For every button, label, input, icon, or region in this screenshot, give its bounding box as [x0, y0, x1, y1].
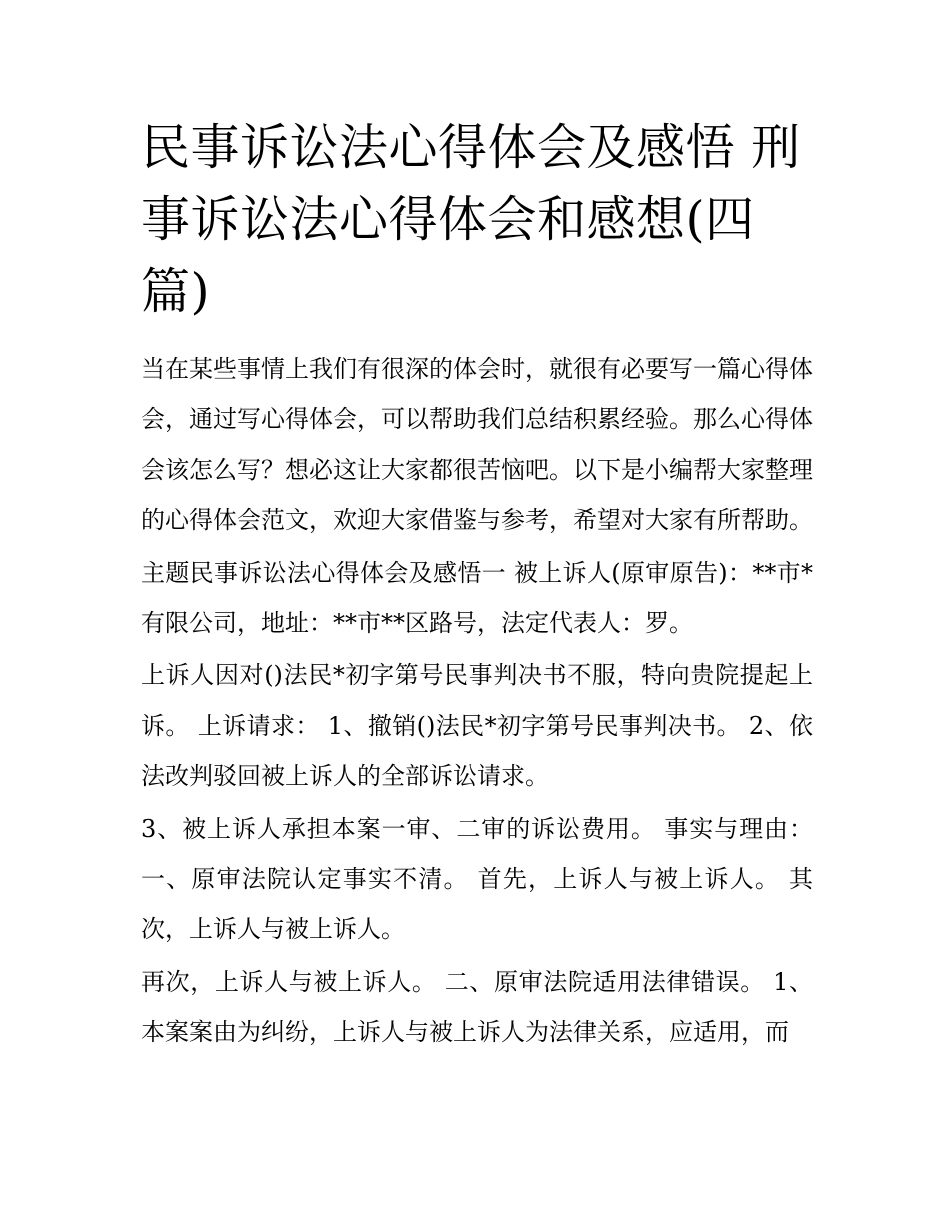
- document-page: [141, 112, 813, 1060]
- appeal-request-paragraph: 上诉人因对()法民*初字第号民事判决书不服，特向贵院提起上诉。 上诉请求： 1、撤销()法民*初字第号民事判决书。 2、依法改判驳回被上诉人的全部诉讼请求。: [141, 661, 813, 791]
- law-error-paragraph: 再次，上诉人与被上诉人。 二、原审法院适用法律错误。 1、本案案由为纠纷，上诉人与被上诉人为法律关系，应适用，而: [141, 967, 813, 1047]
- facts-reasons-paragraph: 3、被上诉人承担本案一审、二审的诉讼费用。 事实与理由：一、原审法院认定事实不清。 首先，上诉人与被上诉人。 其次，上诉人与被上诉人。: [141, 814, 813, 944]
- intro-paragraph: 当在某些事情上我们有很深的体会时，就很有必要写一篇心得体会，通过写心得体会，可以帮助我们总结积累经验。那么心得体会该怎么写？想必这让大家都很苦恼吧。以下是小编帮大家整理的心得体会范文，欢迎大家借鉴与参考，希望对大家有所帮助。: [141, 355, 813, 535]
- document-title: 民事诉讼法心得体会及感悟 刑事诉讼法心得体会和感想(四篇): [141, 119, 801, 320]
- appellee-paragraph: 主题民事诉讼法心得体会及感悟一 被上诉人(原审原告)：**市*有限公司，地址：**市**区路号，法定代表人：罗。: [141, 558, 813, 638]
